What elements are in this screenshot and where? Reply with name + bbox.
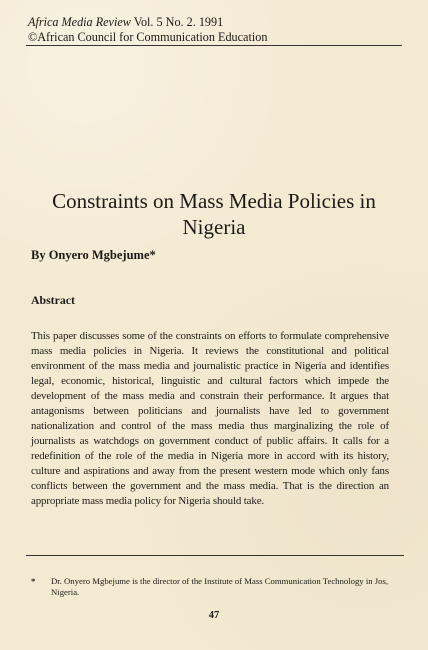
footnote-divider [26, 555, 404, 556]
copyright-line: ©African Council for Communication Education [28, 30, 268, 44]
page-number: 47 [208, 610, 220, 621]
abstract-text: This paper discusses some of the constraints on efforts to formulate comprehensive mass media policies in Nigeria. It reviews the constitutional and political environment of the mass media and journalistic practice in Nigeria and identifies legal, economic, historical, linguistic and cultural factors which impede the development of the mass media and constrain their performance. It argues that antagonisms between politicians and journalists have led to government nationalization and control of the mass media thus marginalizing the role of journalists as watchdogs on government conduct of public affairs. It calls for a redefinition of the role of the media in Nigeria more in accord with its history, culture and aspirations and away from the present western mode which only fans conflicts between the government and the mass media. That is the direction an appropriate mass media policy for Nigeria should take. [31, 329, 389, 507]
author-footnote [31, 576, 393, 598]
footnote-marker: * [31, 576, 36, 586]
journal-header [28, 15, 400, 45]
author-byline: By Onyero Mgbejume* [31, 248, 156, 262]
header-divider [26, 45, 402, 46]
journal-citation [28, 15, 400, 30]
journal-name: Africa Media Review [28, 15, 131, 29]
footnote-text: Dr. Onyero Mgbejume is the director of the Institute of Mass Communication Technology in Jos, Nigeria. [51, 576, 389, 597]
journal-issue: Vol. 5 No. 2. 1991 [133, 15, 224, 29]
article-title: Constraints on Mass Media Policies in Nigeria [52, 189, 376, 240]
abstract-heading: Abstract [31, 293, 75, 307]
